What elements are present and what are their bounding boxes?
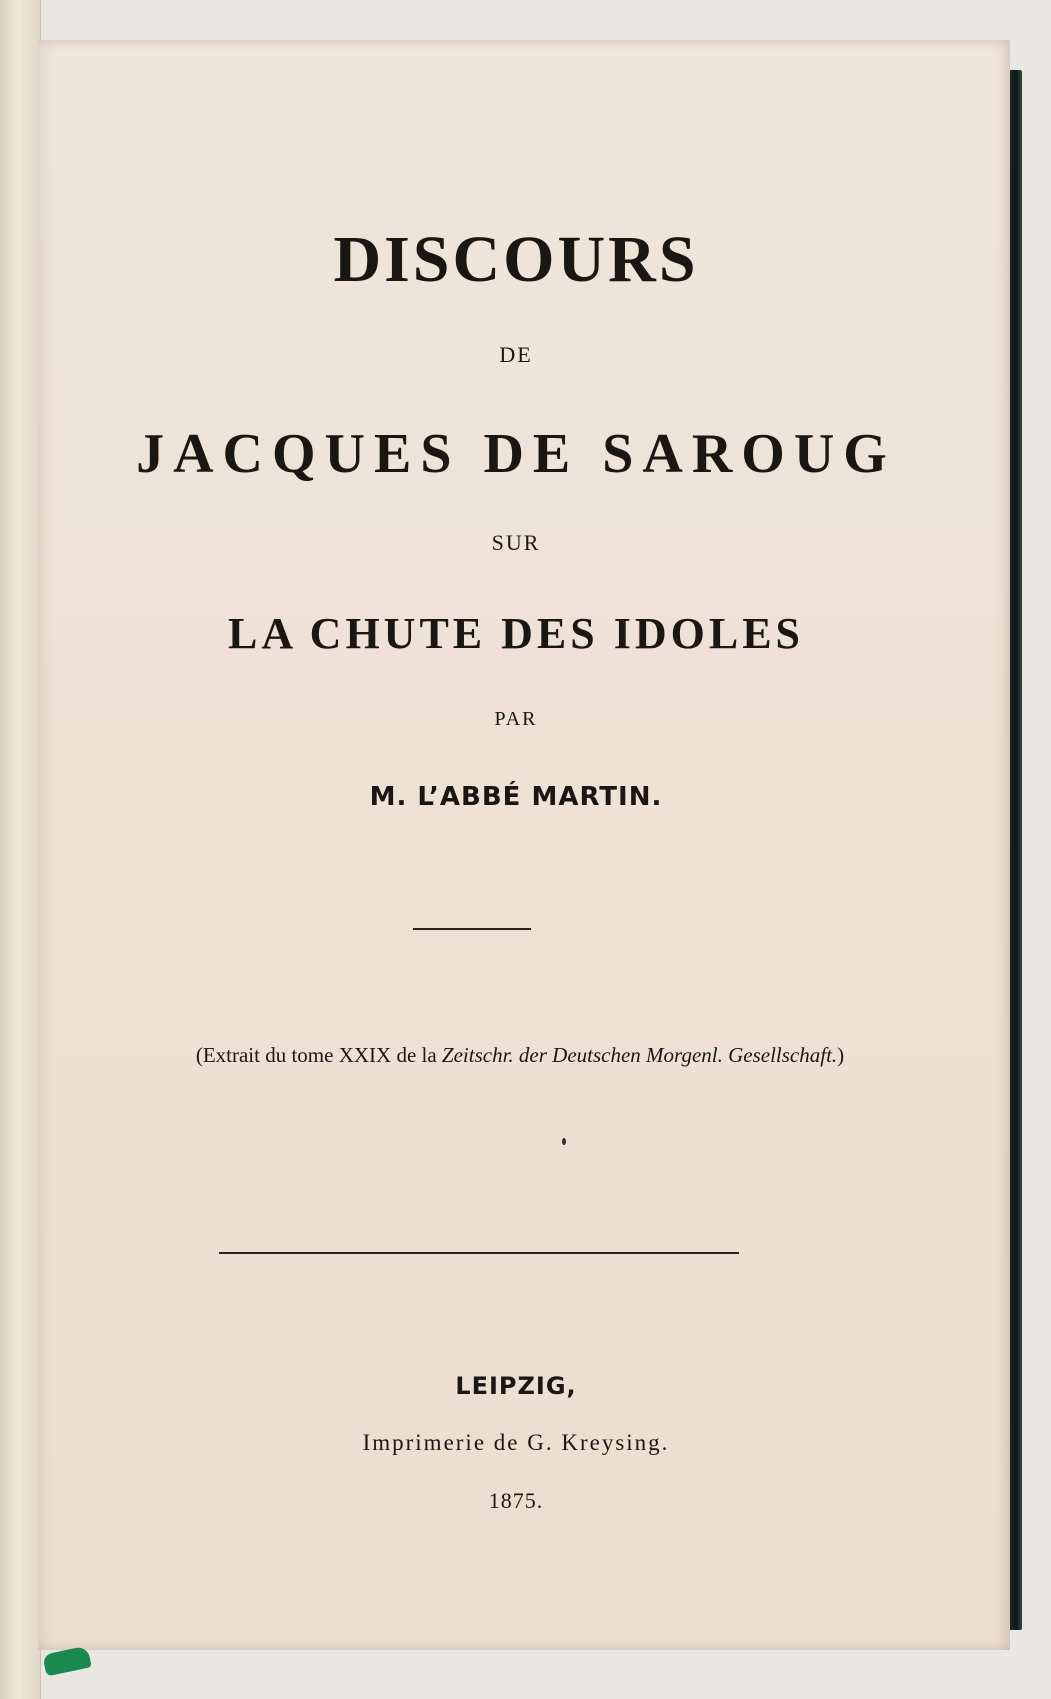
imprint-year: 1875. [488,1488,544,1513]
connector-de: DE [499,342,533,367]
short-divider-rule [413,928,531,930]
bookmark-ribbon [42,1645,92,1676]
book-spine [1008,70,1022,1630]
subject-author: JACQUES DE SAROUG [136,423,896,485]
connector-par: PAR [494,708,538,730]
long-divider-rule [219,1252,739,1254]
extract-suffix: ) [837,1043,845,1067]
extract-prefix: (Extrait du tome XXIX de la [195,1043,442,1067]
journal-name: Zeitschr. der Deutschen Morgenl. Gesellschaft. [441,1043,838,1067]
imprint-printer: Imprimerie de G. Kreysing. [362,1430,670,1455]
extract-note [34,1043,1006,1068]
paper-speck [562,1138,566,1145]
subject-title: LA CHUTE DES IDOLES [227,609,805,658]
imprint-city: LEIPZIG, [455,1372,577,1400]
title: DISCOURS [333,223,699,296]
title-page [38,40,1010,1650]
author-name: M. L’ABBÉ MARTIN. [369,782,663,812]
connector-sur: SUR [491,530,541,555]
